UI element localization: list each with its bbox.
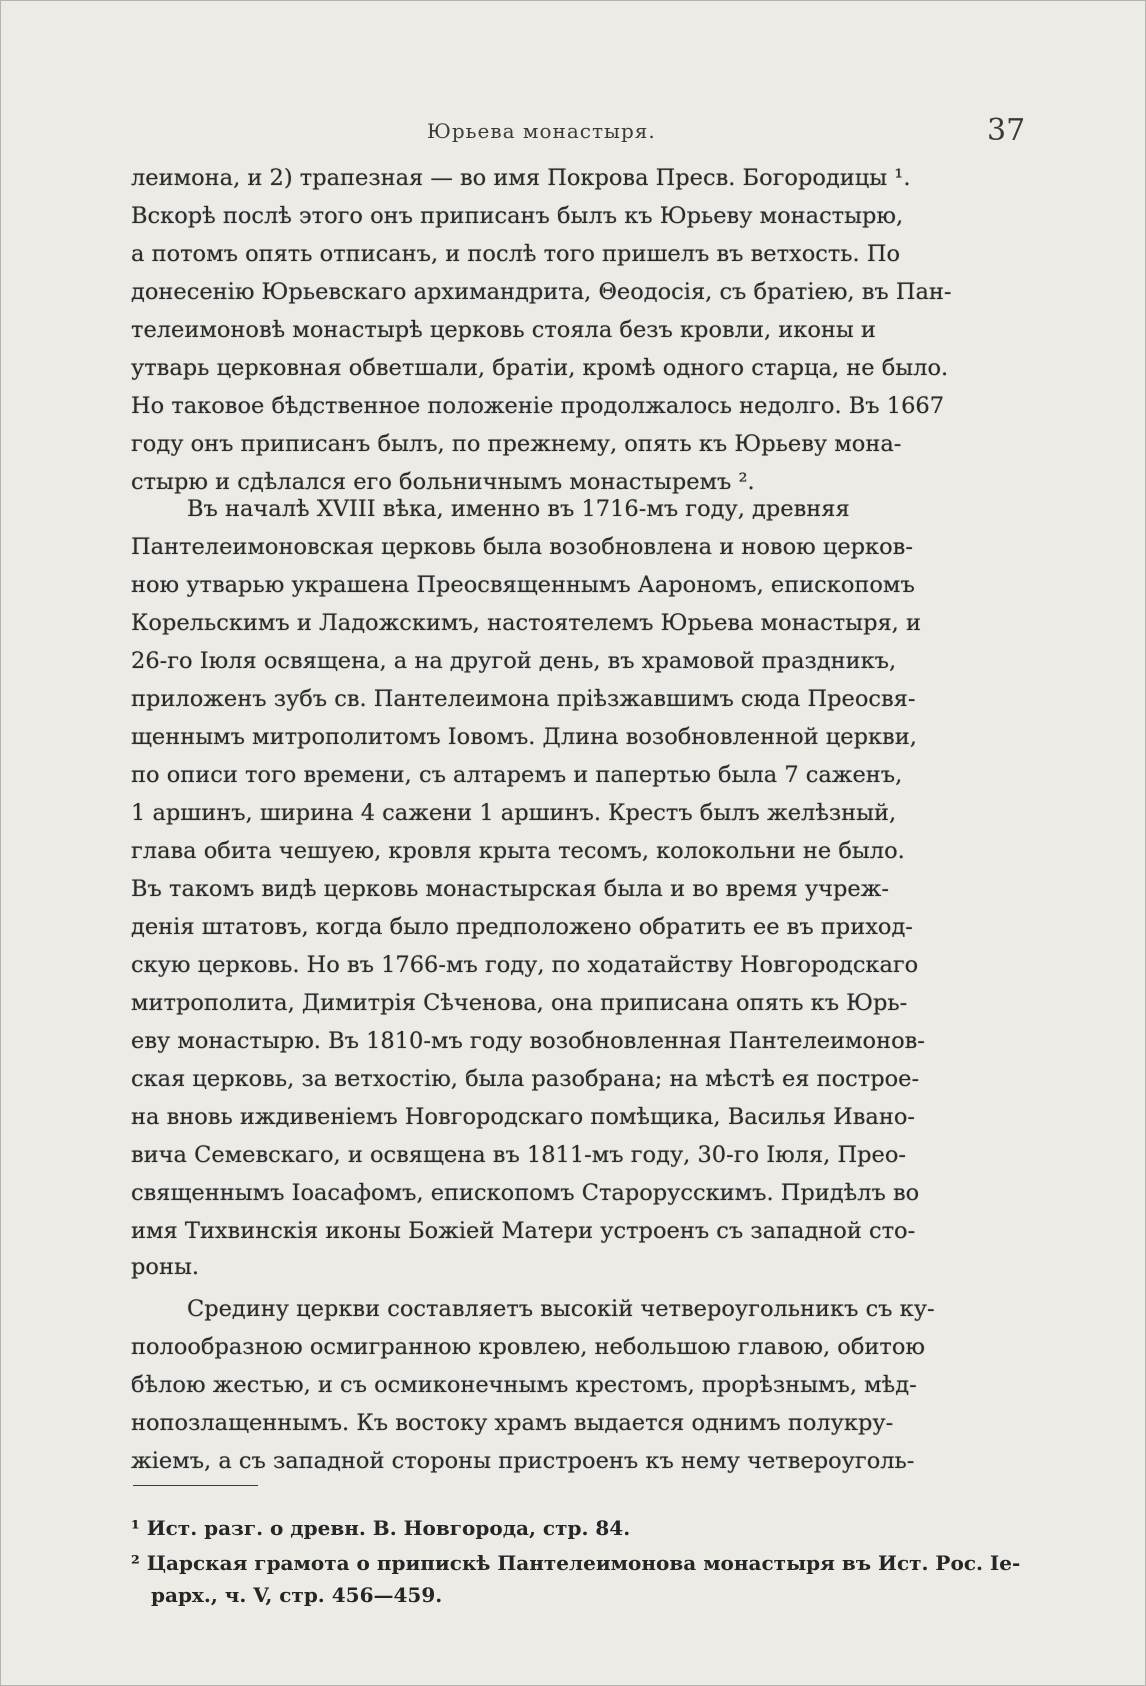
line-text: ною утварью украшена Преосвященнымъ Аарономъ, епископомъ [131,572,915,598]
text-line [1,387,1146,425]
text-line [1,197,1146,235]
line-text: 26-го Іюля освящена, а на другой день, въ храмовой праздникъ, [131,648,897,674]
line-text: утварь церковная обветшали, братіи, кромѣ одного старца, не было. [131,355,949,381]
text-line [1,1248,1146,1286]
text-line [1,273,1146,311]
text-line [1,870,1146,908]
text-line [1,1098,1146,1136]
text-line [1,425,1146,463]
line-text: стырю и сдѣлался его больничнымъ монастыремъ ². [131,469,755,495]
running-title: Юрьева монастыря. [427,119,656,143]
line-text: приложенъ зубъ св. Пантелеимона пріѣзжавшимъ сюда Преосвя- [131,686,916,712]
footnote-rule [133,1485,258,1486]
text-line [1,604,1146,642]
text-line [1,1174,1146,1212]
line-text: на вновь иждивеніемъ Новгородскаго помѣщика, Василья Ивано- [131,1104,915,1130]
line-text: митрополита, Димитрія Сѣченова, она приписана опять къ Юрь- [131,990,908,1016]
text-line [1,1136,1146,1174]
text-line [1,311,1146,349]
footnote-text: ¹ Ист. разг. о древн. В. Новгорода, стр. 84. [131,1516,631,1540]
text-line [1,642,1146,680]
line-text: телеимоновѣ монастырѣ церковь стояла безъ кровли, иконы и [131,317,876,343]
text-line [1,528,1146,566]
footnote-text: рарх., ч. V, стр. 456—459. [151,1583,443,1607]
text-line [1,1022,1146,1060]
line-text: еву монастырю. Въ 1810-мъ году возобновленная Пантелеимонов- [131,1028,925,1054]
line-text: Пантелеимоновская церковь была возобновлена и новою церков- [131,534,913,560]
line-text: Но таковое бѣдственное положеніе продолжалось недолго. Въ 1667 [131,393,945,419]
text-line [1,349,1146,387]
line-text: бѣлою жестью, и съ осмиконечнымъ крестомъ, прорѣзнымъ, мѣд- [131,1372,917,1398]
text-line [1,718,1146,756]
text-line [1,1442,1146,1480]
line-text: вича Семевскаго, и освящена въ 1811-мъ году, 30-го Іюля, Прео- [131,1142,906,1168]
page-header [1,113,1146,153]
line-text: нопозлащеннымъ. Къ востоку храмъ выдается однимъ полукру- [131,1410,894,1436]
text-line [1,832,1146,870]
footnote [1,1511,1146,1545]
text-line [1,1290,1146,1328]
text-line [1,756,1146,794]
line-text: скую церковь. Но въ 1766-мъ году, по ходатайству Новгородскаго [131,952,919,978]
line-text: глава обита чешуею, кровля крыта тесомъ, колокольни не было. [131,838,905,864]
line-text: по описи того времени, съ алтаремъ и папертью была 7 саженъ, [131,762,903,788]
line-text: леимона, и 2) трапезная — во имя Покрова Пресв. Богородицы ¹. [131,165,911,191]
text-line [1,680,1146,718]
line-text: году онъ приписанъ былъ, по прежнему, опять къ Юрьеву мона- [131,431,902,457]
line-text: Въ началѣ XVIII вѣка, именно въ 1716-мъ году, древняя [187,496,850,522]
line-text: Корельскимъ и Ладожскимъ, настоятелемъ Юрьева монастыря, и [131,610,921,636]
line-text: Средину церкви составляетъ высокій четвероугольникъ съ ку- [187,1296,935,1322]
footnote [1,1578,1146,1612]
text-line [1,1366,1146,1404]
text-line [1,566,1146,604]
line-text: священнымъ Іоасафомъ, епископомъ Старорусскимъ. Придѣлъ во [131,1180,920,1206]
text-line [1,946,1146,984]
text-line [1,1060,1146,1098]
footnote [1,1546,1146,1580]
line-text: роны. [131,1254,200,1280]
text-line [1,235,1146,273]
line-text: жіемъ, а съ западной стороны пристроенъ къ нему четвероуголь- [131,1448,915,1474]
line-text: Въ такомъ видѣ церковь монастырская была и во время учреж- [131,876,889,902]
line-text: имя Тихвинскія иконы Божіей Матери устроенъ съ западной сто- [131,1218,916,1244]
text-line [1,984,1146,1022]
text-line [1,1212,1146,1250]
line-text: ская церковь, за ветхостію, была разобрана; на мѣстѣ ея построе- [131,1066,920,1092]
line-text: денія штатовъ, когда было предположено обратить ее въ приход- [131,914,913,940]
line-text: щеннымъ митрополитомъ Іовомъ. Длина возобновленной церкви, [131,724,917,750]
line-text: донесенію Юрьевскаго архимандрита, Θеодосія, съ братіею, въ Пан- [131,279,952,305]
text-line [1,908,1146,946]
page-number: 37 [987,113,1026,148]
text-line [1,794,1146,832]
line-text: полообразною осмигранною кровлею, небольшою главою, обитою [131,1334,925,1360]
footnote-text: ² Царская грамота о припискѣ Пантелеимонова монастыря въ Ист. Рос. Іе- [131,1551,1021,1575]
line-text: 1 аршинъ, ширина 4 сажени 1 аршинъ. Крестъ былъ желѣзный, [131,800,897,826]
text-line [1,159,1146,197]
line-text: а потомъ опять отписанъ, и послѣ того пришелъ въ ветхость. По [131,241,901,267]
text-line [1,1328,1146,1366]
text-line [1,1404,1146,1442]
text-line [1,490,1146,528]
line-text: Вскорѣ послѣ этого онъ приписанъ былъ къ Юрьеву монастырю, [131,203,904,229]
